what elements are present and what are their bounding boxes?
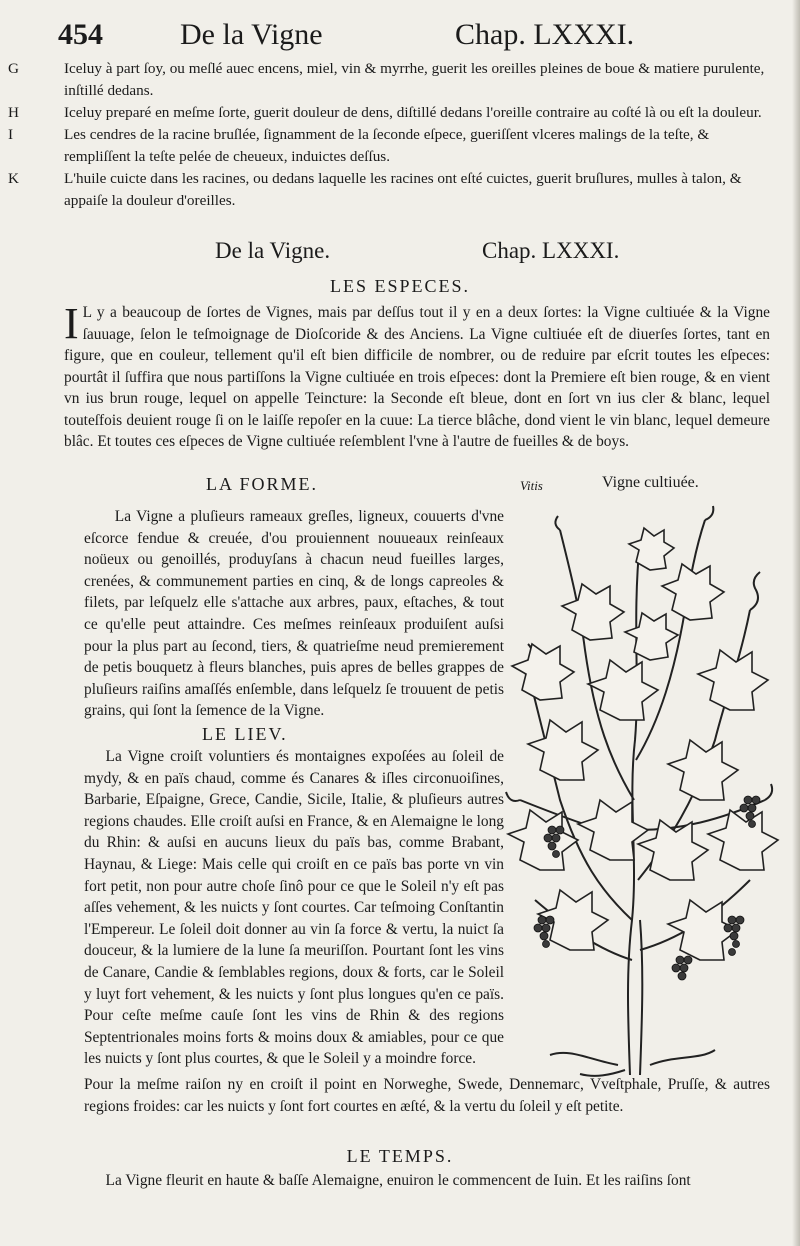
chapter-heading — [0, 238, 800, 268]
margin-letter: G — [8, 60, 19, 77]
figure-caption-french: Vigne cultiuée. — [602, 474, 699, 491]
running-chapter: Chap. LXXXI. — [455, 18, 635, 51]
lieu-heading: LE LIEV. — [202, 724, 288, 744]
page-number: 454 — [58, 18, 103, 51]
remedy-entry-g — [0, 58, 800, 102]
margin-letter: K — [8, 170, 19, 187]
figure-caption-latin: Vitis — [520, 478, 543, 493]
remedy-entry-i — [0, 124, 800, 168]
chapter-number: Chap. LXXXI. — [482, 238, 620, 263]
page-edge-shadow — [792, 0, 800, 1246]
especes-heading: LES ESPECES. — [329, 276, 471, 296]
remedy-entry-k — [0, 168, 800, 212]
margin-letter: I — [8, 126, 14, 143]
grapevine-woodcut-illustration — [500, 500, 780, 1080]
entry-text: Les cendres de la racine bruſlée, ſignamment de la ſeconde eſpece, gueriſſent vlceres malings de la teſte, & rempliſſent la teſte pelée de cheueux, induictes deſſus. — [64, 126, 710, 165]
especes-text: L y a beaucoup de ſortes de Vignes, mais par deſſus tout il y en a deux ſortes: la Vigne cultiuée & la Vigne ſauuage, ſelon le teſmoignage de Dioſcoride & des Anciens. La Vigne cultiuée eſt de diuerſes ſortes, tant en figure, que en couleur, tellement qu'il eſt bien difficile de nombrer, ou de reduire par eſcrit toutes les eſpeces: pourtât il ſuffira que nous partiſſons la Vigne cultiuée en trois eſpeces: dont la Premiere eſt bien rouge, & en vient vn ius brun rouge, lequel on appelle Teincture: la Seconde eſt bleue, dont en ſort vn ius cler & blanc, lequel touteſfois deuient rouge ſi on le laiſſe repoſer en la cuue: La tierce blâche, dond vient le vin blanc, lequel demeure blâc. Et toutes ces eſpeces de Vigne cultiuée reſemblent l'vne à l'autre de fueilles & de boys. — [64, 304, 770, 450]
forme-heading: LA FORME. — [206, 474, 319, 494]
running-title: De la Vigne — [180, 18, 323, 51]
entry-text: L'huile cuicte dans les racines, ou dedans laquelle les racines ont eſté cuictes, guerit bruſlures, mulles à talon, & appaiſe la douleur d'oreilles. — [64, 170, 742, 209]
forme-paragraph: La Vigne a pluſieurs rameaux greſles, ligneux, couuerts d'vne eſcorce fendue & creuée, d'ou prouiennent nouueaux reinſeaux noüeux ou genoillés, produyſans à chacun neud fueilles larges, crenées, & communement parties en cinq, & de longs capreoles & filets, par leſquelz elle s'attache aux arbres, paux, eſtaches, & tout ce qu'elle peut attaindre. Ces meſmes reinſeaux produiſent auſsi pour la plus part au ſecond, tiers, & quatrieſme neud premierement de petis bouquetz à fleurs blanches, puis apres de belles grappes de pluſieurs raiſins amaſſés enſemble, dans leſquelz ſe trouuent de petis grains, qui ſont la ſemence de la Vigne. — [84, 508, 504, 720]
running-header — [0, 18, 800, 58]
lieu-paragraph: La Vigne croiſt voluntiers és montaignes expoſées au ſoleil de mydy, & en païs chaud, comme és Canares & iſles circonuoiſines, Barbarie, Eſpaigne, Grece, Candie, Sicile, Italie, & pluſieurs autres regions chaudes. Elle croiſt auſsi en France, & en Alemaigne le long du Rhin: & auſsi en aucuns lieux du païs bas, comme Brabant, Haynau, & Liege: Mais celle qui croiſt en ce païs bas porte vn vin fort petit, non pour autre choſe ſinô pour ce que le Soleil n'y eſt pas aſſes vehement, & les nuicts y ſont courtes. Car teſmoing Conſtantin l'Empereur. Le ſoleil doit donner au vin ſa force & vertu, la nuict ſa douceur, & la lumiere de la lune ſa meuriſſon. Pourtant ſont les vins de Canare, Candie & ſemblables regions, doux & forts, car le Soleil y luyt fort vehement, & les nuicts y ſont plus longues qu'en ce païs. Pour ceſte meſme cauſe ſont les vins de Rhin & des regions Septentrionales moins forts & moins doux & amiables, pour ce que les nuicts y ſont plus courtes, & que le Soleil y a moindre force. — [84, 748, 504, 1068]
entry-text: Iceluy preparé en meſme ſorte, guerit douleur de dens, diſtillé dedans l'oreille contraire au coſté là ou eſt la douleur. — [64, 104, 762, 121]
lieu-paragraph-continued: Pour la meſme raiſon ny en croiſt il point en Norweghe, Swede, Dennemarc, Vveſtphale, Pruſſe, & autres regions froides: car les nuicts y ſont fort courtes en æſté, & la vertu du ſoleil y eſt petite. — [84, 1076, 770, 1115]
remedy-entries — [0, 58, 800, 212]
temps-paragraph: La Vigne fleurit en haute & baſſe Alemaigne, enuiron le commencent de Iuin. Et les raiſins ſont — [105, 1172, 691, 1189]
drop-cap: I — [64, 299, 79, 348]
especes-paragraph — [64, 299, 770, 453]
margin-letter: H — [8, 104, 19, 121]
temps-heading: LE TEMPS. — [346, 1146, 454, 1166]
chapter-title: De la Vigne. — [215, 238, 331, 263]
remedy-entry-h — [0, 102, 800, 124]
entry-text: Iceluy à part ſoy, ou meſlé auec encens, miel, vin & myrrhe, guerit les oreilles pleines de boue & matiere purulente, inſtillé dedans. — [64, 60, 765, 99]
